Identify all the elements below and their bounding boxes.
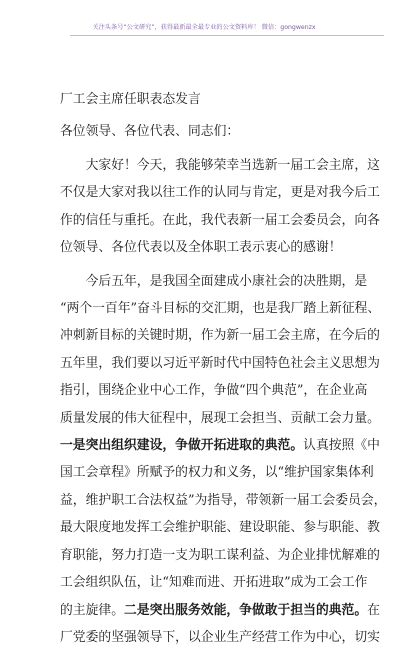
paragraph-line: 育职能，努力打造一支为职工谋利益、为企业排忧解难的 (60, 547, 380, 563)
line-text: 在 (367, 602, 380, 618)
paragraph-line: 位领导、各位代表以及全体职工表示衷心的感谢！ (60, 240, 342, 256)
header-banner: 关注头条号“公文研究”，获得最新最全最专业的公文资料库！ 微信：gongwenzx (92, 24, 316, 31)
paragraph-line: 益，维护职工合法权益”为指导，带领新一届工会委员会， (60, 492, 387, 508)
salutation: 各位领导、各位代表、同志们： (60, 124, 240, 139)
paragraph-line: 不仅是大家对我以往工作的认同与肯定，更是对我今后工 (60, 185, 380, 201)
document-title: 厂工会主席任职表态发言 (60, 92, 201, 107)
bold-heading-two: 二是突出服务效能，争做敢于担当的典范。 (123, 602, 368, 618)
header-divider (70, 35, 384, 36)
paragraph-line (60, 432, 380, 459)
paragraph-greeting (60, 152, 380, 262)
paragraph-line: 国工会章程》所赋予的权力和义务，以“维护国家集体利 (60, 465, 374, 481)
line-text: 的主旋律。 (60, 602, 124, 618)
paragraph-line: 工会组织队伍，让“知难而进、开拓进取”成为工会工作 (60, 575, 368, 591)
document-body (60, 92, 387, 651)
line-text: 认真按照《中 (303, 438, 380, 454)
paragraph-line: 质量发展的伟大征程中，展现工会担当、贡献工会力量。 (60, 410, 380, 426)
paragraph-line: 作的信任与重托。在此，我代表新一届工会委员会，向各 (60, 212, 380, 228)
paragraph-plan (60, 268, 387, 651)
paragraph-line: 冲刺新目标的关键时期，作为新一届工会主席，在今后的 (60, 328, 380, 344)
bold-heading-one: 一是突出组织建设，争做开拓进取的典范。 (60, 438, 304, 454)
paragraph-line (60, 597, 380, 624)
paragraph-line: “两个一百年”奋斗目标的交汇期，也是我厂踏上新征程、 (60, 301, 381, 317)
paragraph-line: 最大限度地发挥工会维护职能、建设职能、参与职能、教 (60, 520, 380, 536)
paragraph-line: 厂党委的坚强领导下，以企业生产经营工作为中心，切实 (60, 629, 380, 645)
paragraph-line: 五年里，我们要以习近平新时代中国特色社会主义思想为 (60, 355, 380, 371)
paragraph-line: 指引，围绕企业中心工作，争做“四个典范”，在企业高 (60, 383, 368, 399)
paragraph-line: 大家好！今天，我能够荣幸当选新一届工会主席，这 (60, 158, 380, 173)
paragraph-line: 今后五年，是我国全面建成小康社会的决胜期，是 (60, 273, 368, 289)
